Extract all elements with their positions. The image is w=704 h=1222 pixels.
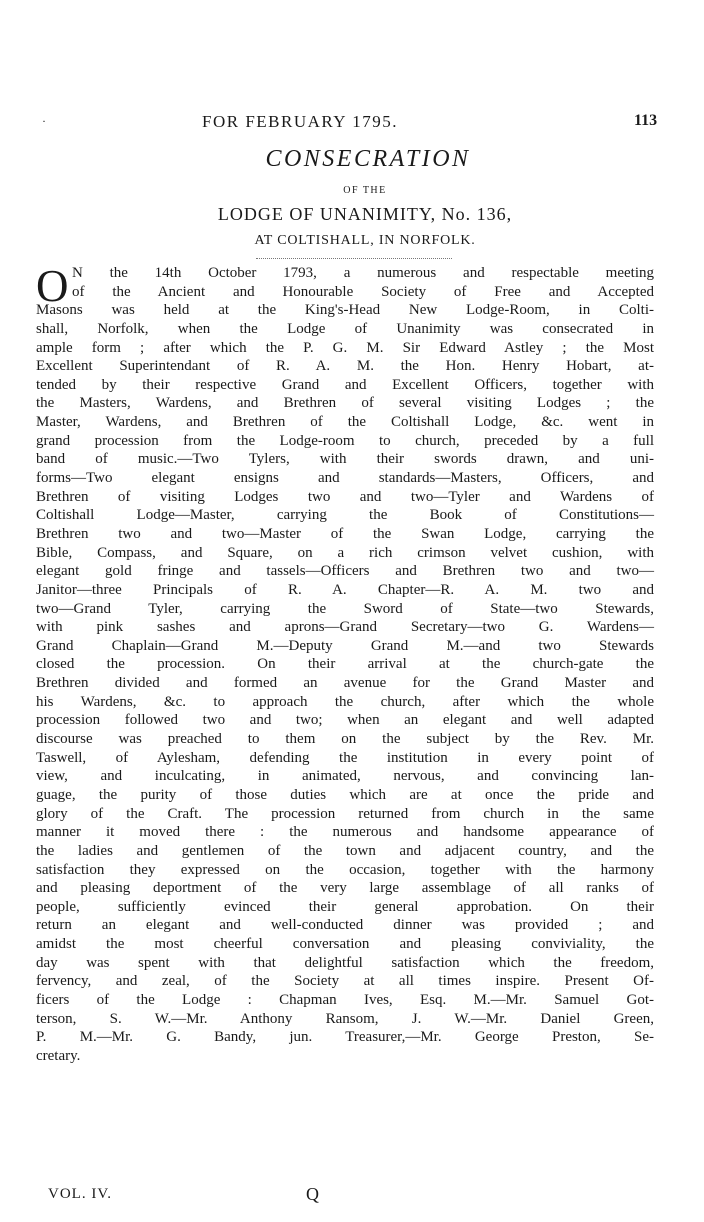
signature-mark: Q xyxy=(306,1184,319,1204)
volume-label: VOL. IV. xyxy=(48,1186,112,1202)
text-line: Grand Chaplain—Grand M.—Deputy Grand M.—and two Stewards xyxy=(36,637,654,654)
text-line: Excellent Superintendant of R. A. M. the Hon. Henry Hobart, at- xyxy=(36,358,654,375)
text-line: with pink sashes and aprons—Grand Secretary—two G. Wardens— xyxy=(36,619,654,636)
page-number: 113 xyxy=(634,112,658,129)
page-footer xyxy=(0,1186,704,1210)
text-line: his Wardens, &c. to approach the church, after which the whole xyxy=(36,693,654,710)
text-line: the ladies and gentlemen of the town and adjacent country, and the xyxy=(36,842,654,859)
text-line: tended by their respective Grand and Excellent Officers, together with xyxy=(36,376,654,393)
lodge-location: AT COLTISHALL, IN NORFOLK. xyxy=(254,233,476,248)
text-line: people, sufficiently evinced their general approbation. On their xyxy=(36,898,654,915)
text-line: view, and inculcating, in animated, nervous, and convincing lan- xyxy=(36,768,654,785)
text-line: band of music.—Two Tylers, with their swords drawn, and uni- xyxy=(36,451,654,468)
text-line: procession followed two and two; when an elegant and well adapted xyxy=(36,712,654,729)
title-connector: OF THE xyxy=(343,185,387,196)
text-line: Brethren of visiting Lodges two and two—Tyler and Wardens of xyxy=(36,488,654,505)
text-line: Masons was held at the King's-Head New Lodge-Room, in Colti- xyxy=(36,302,654,319)
drop-cap: O xyxy=(36,261,69,311)
text-line: P. M.—Mr. G. Bandy, jun. Treasurer,—Mr. George Preston, Se- xyxy=(36,1029,654,1046)
text-line: Master, Wardens, and Brethren of the Coltishall Lodge, &c. went in xyxy=(36,414,654,431)
running-head xyxy=(0,112,704,136)
text-line: Taswell, of Aylesham, defending the institution in every point of xyxy=(36,749,654,766)
text-line: elegant gold fringe and tassels—Officers and Brethren two and two— xyxy=(36,563,654,580)
text-line: Janitor—three Principals of R. A. Chapter—R. A. M. two and xyxy=(36,581,654,598)
stray-mark: · xyxy=(42,114,46,128)
text-line: of the Ancient and Honourable Society of Free and Accepted xyxy=(72,283,654,300)
text-line: ficers of the Lodge : Chapman Ives, Esq. M.—Mr. Samuel Got- xyxy=(36,991,654,1008)
text-line: the Masters, Wardens, and Brethren of several visiting Lodges ; the xyxy=(36,395,654,412)
text-line: closed the procession. On their arrival at the church-gate the xyxy=(36,656,654,673)
text-line: terson, S. W.—Mr. Anthony Ransom, J. W.—Mr. Daniel Green, xyxy=(36,1010,654,1027)
heading-rule xyxy=(256,258,452,259)
text-line: Coltishall Lodge—Master, carrying the Book of Constitutions— xyxy=(36,507,654,524)
text-line: return an elegant and well-conducted dinner was provided ; and xyxy=(36,917,654,934)
text-line: amidst the most cheerful conversation and pleasing conviviality, the xyxy=(36,936,654,953)
text-line: satisfaction they expressed on the occasion, together with the harmony xyxy=(36,861,654,878)
text-line: ample form ; after which the P. G. M. Sir Edward Astley ; the Most xyxy=(36,339,654,356)
text-line: glory of the Craft. The procession returned from church in the same xyxy=(36,805,654,822)
text-line: Brethren two and two—Master of the Swan Lodge, carrying the xyxy=(36,525,654,542)
text-line: guage, the purity of those duties which are at once the pride and xyxy=(36,786,654,803)
text-line: manner it moved there : the numerous and handsome appearance of xyxy=(36,824,654,841)
article-body xyxy=(36,261,654,1066)
text-line: N the 14th October 1793, a numerous and respectable meeting xyxy=(72,265,654,281)
text-line: day was spent with that delightful satisfaction which the freedom, xyxy=(36,954,654,971)
text-line: two—Grand Tyler, carrying the Sword of State—two Stewards, xyxy=(36,600,654,617)
text-line: discourse was preached to them on the subject by the Rev. Mr. xyxy=(36,731,654,748)
article-title: CONSECRATION xyxy=(265,146,471,172)
text-line: Brethren divided and formed an avenue for the Grand Master and xyxy=(36,675,654,692)
running-title: FOR FEBRUARY 1795. xyxy=(202,112,398,131)
text-line: cretary. xyxy=(36,1047,81,1064)
text-line: fervency, and zeal, of the Society at all times inspire. Present Of- xyxy=(36,973,654,990)
text-line: shall, Norfolk, when the Lodge of Unanimity was consecrated in xyxy=(36,320,654,337)
lodge-name: LODGE OF UNANIMITY, No. 136, xyxy=(217,204,513,224)
text-line: and pleasing deportment of the very large assemblage of all ranks of xyxy=(36,880,654,897)
text-line: forms—Two elegant ensigns and standards—Masters, Officers, and xyxy=(36,470,654,487)
text-line: Bible, Compass, and Square, on a rich crimson velvet cushion, with xyxy=(36,544,654,561)
text-line: grand procession from the Lodge-room to church, preceded by a full xyxy=(36,432,654,449)
